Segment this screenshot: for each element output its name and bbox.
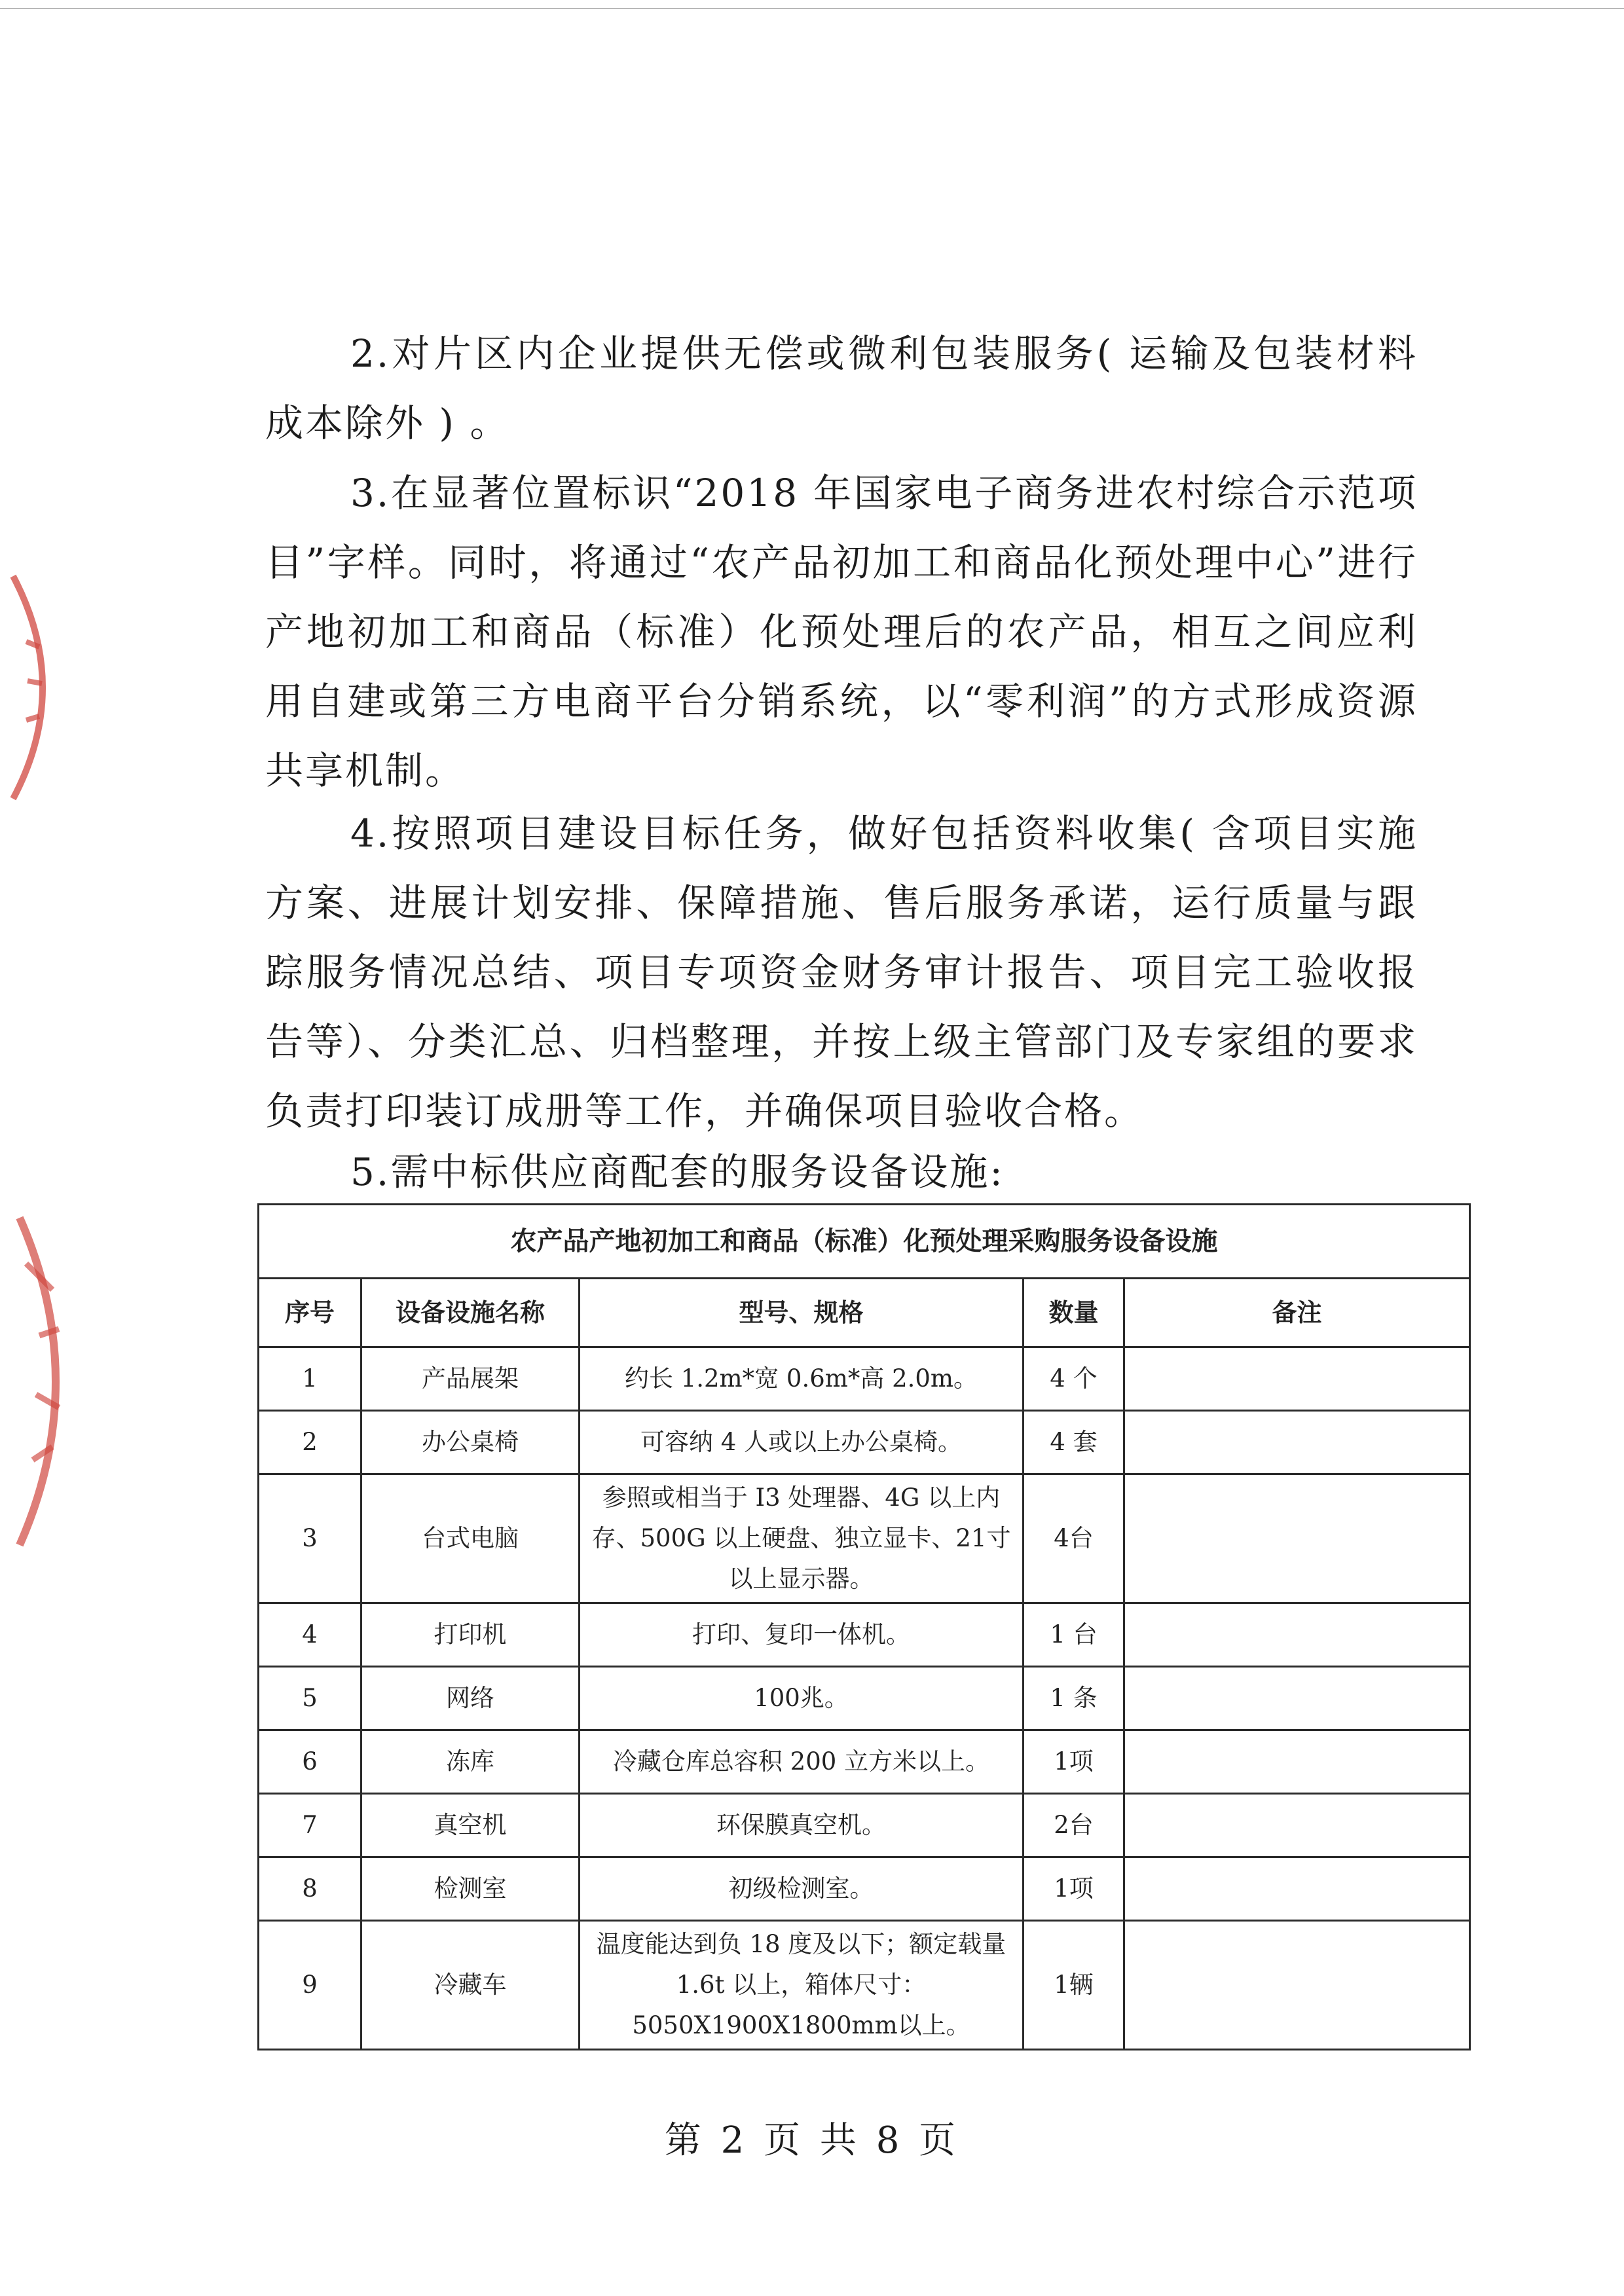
cell-spec: 100兆。 — [580, 1667, 1024, 1730]
cell-quantity: 1项 — [1024, 1857, 1124, 1921]
cell-name: 检测室 — [361, 1857, 580, 1921]
cell-remarks — [1124, 1411, 1470, 1474]
table-row — [259, 1603, 1470, 1667]
cell-index: 7 — [259, 1794, 361, 1857]
table-caption: 农产品产地初加工和商品（标准）化预处理采购服务设备设施 — [259, 1205, 1470, 1279]
cell-spec: 打印、复印一体机。 — [580, 1603, 1024, 1667]
table-row — [259, 1921, 1470, 2050]
cell-name: 冻库 — [361, 1730, 580, 1794]
paragraph-5: 5.需中标供应商配套的服务设备设施: — [350, 1150, 1005, 1194]
cell-remarks — [1124, 1730, 1470, 1794]
cell-index: 8 — [259, 1857, 361, 1921]
cell-quantity: 1 台 — [1024, 1603, 1124, 1667]
cell-remarks — [1124, 1857, 1470, 1921]
cell-spec: 参照或相当于 I3 处理器、4G 以上内存、500G 以上硬盘、独立显卡、21寸以上显示器。 — [580, 1474, 1024, 1603]
equipment-table — [257, 1203, 1471, 2050]
seal-stamp-middle — [0, 1198, 92, 1565]
page-footer: 第 2 页 共 8 页 — [664, 2119, 960, 2162]
cell-quantity: 4 套 — [1024, 1411, 1124, 1474]
table-row — [259, 1667, 1470, 1730]
paragraph-2: 2.对片区内企业提供无偿或微利包装服务( 运输及包装材料成本除外 ) 。 — [265, 331, 1418, 445]
cell-quantity: 1 条 — [1024, 1667, 1124, 1730]
cell-index: 6 — [259, 1730, 361, 1794]
cell-name: 打印机 — [361, 1603, 580, 1667]
cell-quantity: 1项 — [1024, 1730, 1124, 1794]
paragraph-4: 4.按照项目建设目标任务，做好包括资料收集( 含项目实施方案、进展计划安排、保障措施、售后服务承诺，运行质量与跟踪服务情况总结、项目专项资金财务审计报告、项目完工验收报告等）、分类汇总、归档整理，并按上级主管部门及专家组的要求负责打印装订成册等工作，并确保项目验收合格。 — [265, 811, 1418, 1133]
header-index: 序号 — [259, 1279, 361, 1347]
seal-stamp-top — [0, 563, 79, 812]
cell-remarks — [1124, 1794, 1470, 1857]
cell-remarks — [1124, 1603, 1470, 1667]
cell-name: 台式电脑 — [361, 1474, 580, 1603]
cell-quantity: 4台 — [1024, 1474, 1124, 1603]
cell-name: 网络 — [361, 1667, 580, 1730]
cell-spec: 初级检测室。 — [580, 1857, 1024, 1921]
header-spec: 型号、规格 — [580, 1279, 1024, 1347]
cell-name: 产品展架 — [361, 1347, 580, 1411]
cell-quantity: 4 个 — [1024, 1347, 1124, 1411]
cell-name: 真空机 — [361, 1794, 580, 1857]
paragraph-3: 3.在显著位置标识“2018 年国家电子商务进农村综合示范项目”字样。同时，将通过“农产品初加工和商品化预处理中心”进行产地初加工和商品（标准）化预处理后的农产品，相互之间应利用自建或第三方电商平台分销系统，以“零利润”的方式形成资源共享机制。 — [265, 471, 1418, 793]
cell-index: 9 — [259, 1921, 361, 2050]
table-row — [259, 1730, 1470, 1794]
header-name: 设备设施名称 — [361, 1279, 580, 1347]
cell-quantity: 2台 — [1024, 1794, 1124, 1857]
cell-index: 4 — [259, 1603, 361, 1667]
cell-name: 办公桌椅 — [361, 1411, 580, 1474]
cell-spec: 温度能达到负 18 度及以下；额定载量 1.6t 以上，箱体尺寸：5050X1900X1800mm以上。 — [580, 1921, 1024, 2050]
cell-remarks — [1124, 1347, 1470, 1411]
cell-spec: 冷藏仓库总容积 200 立方米以上。 — [580, 1730, 1024, 1794]
cell-index: 3 — [259, 1474, 361, 1603]
table-row — [259, 1347, 1470, 1411]
table-row — [259, 1794, 1470, 1857]
cell-name: 冷藏车 — [361, 1921, 580, 2050]
header-remarks: 备注 — [1124, 1279, 1470, 1347]
table-row — [259, 1411, 1470, 1474]
cell-spec: 约长 1.2m*宽 0.6m*高 2.0m。 — [580, 1347, 1024, 1411]
cell-index: 5 — [259, 1667, 361, 1730]
cell-quantity: 1辆 — [1024, 1921, 1124, 2050]
header-quantity: 数量 — [1024, 1279, 1124, 1347]
cell-index: 1 — [259, 1347, 361, 1411]
cell-remarks — [1124, 1474, 1470, 1603]
cell-spec: 可容纳 4 人或以上办公桌椅。 — [580, 1411, 1024, 1474]
cell-remarks — [1124, 1667, 1470, 1730]
cell-spec: 环保膜真空机。 — [580, 1794, 1024, 1857]
cell-remarks — [1124, 1921, 1470, 2050]
cell-index: 2 — [259, 1411, 361, 1474]
scan-edge-line — [0, 8, 1624, 9]
table-row — [259, 1857, 1470, 1921]
table-row — [259, 1474, 1470, 1603]
